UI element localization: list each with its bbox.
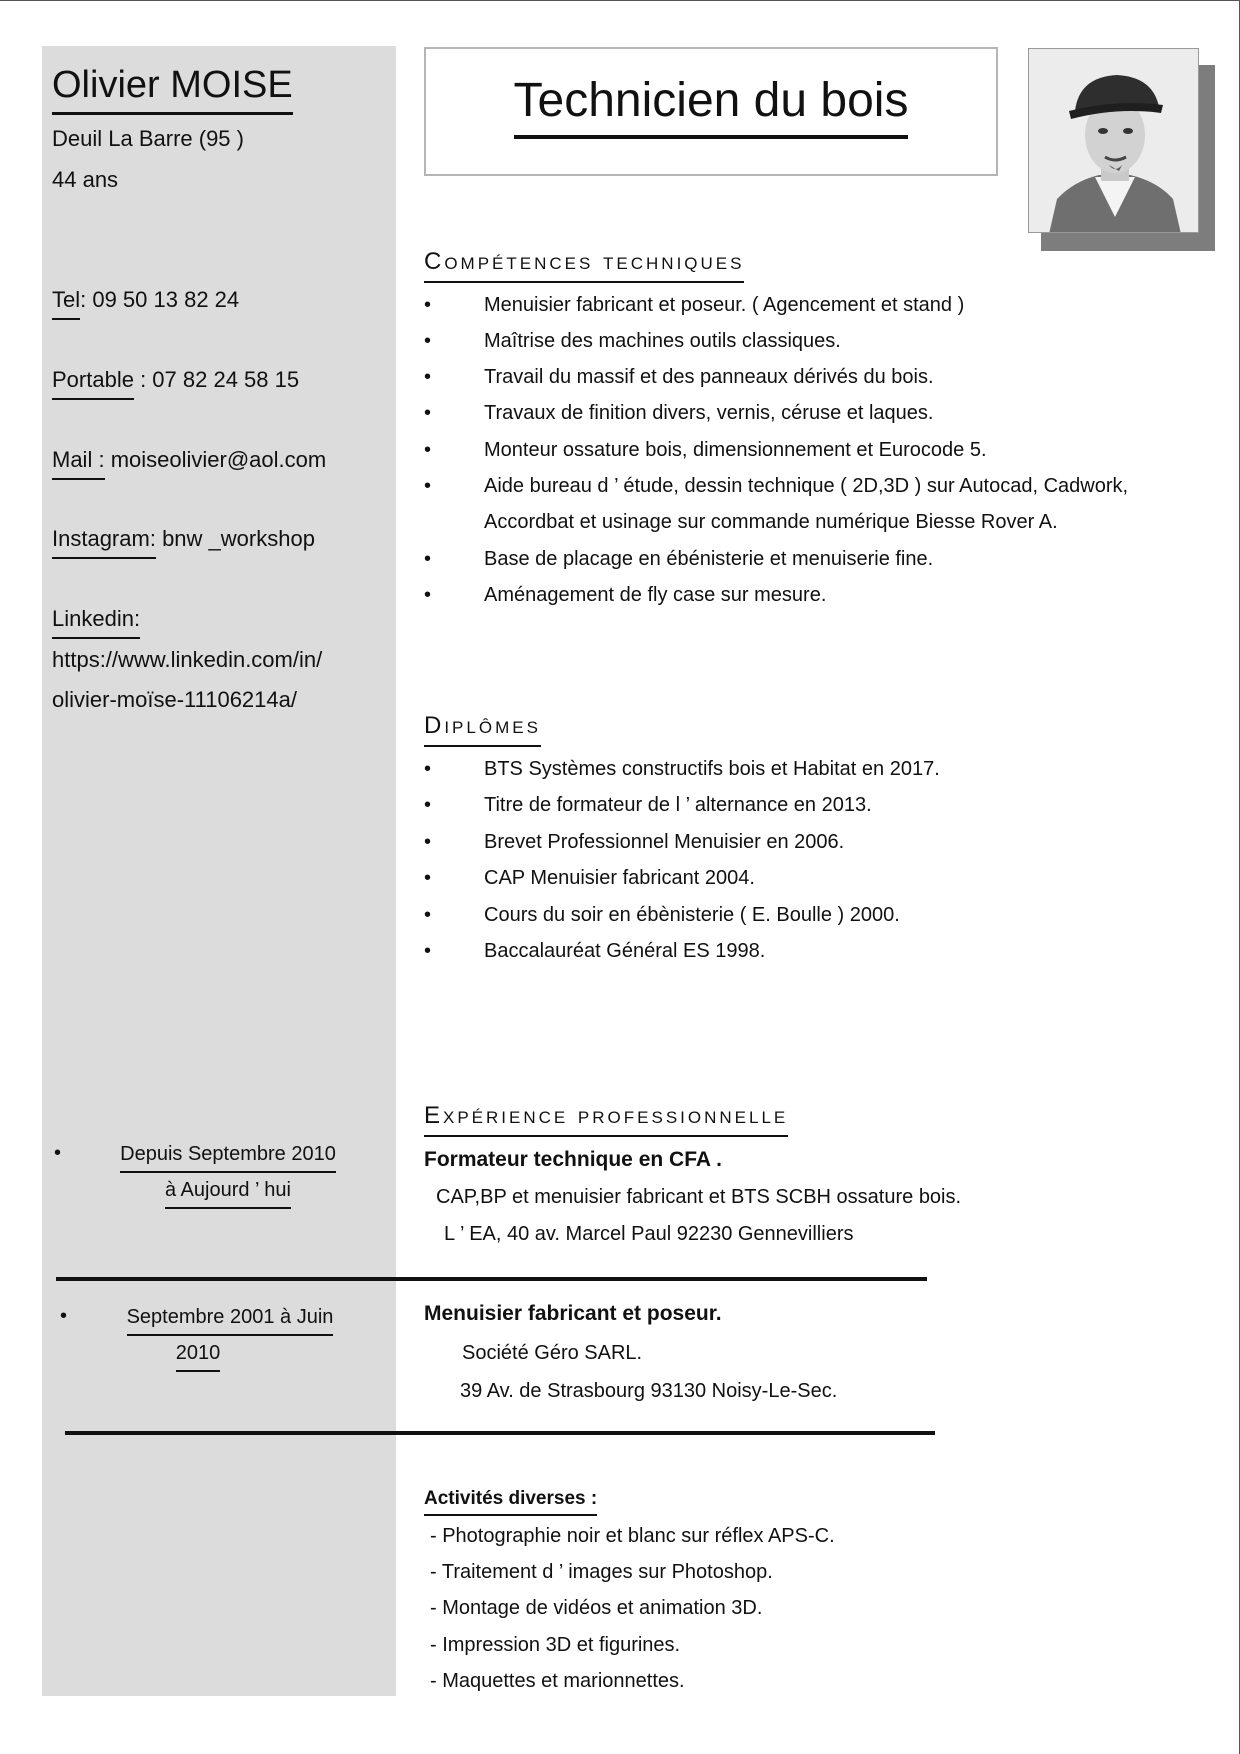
section-heading-competences: Compétences techniques [424, 247, 744, 283]
job-title-box [424, 47, 998, 176]
candidate-name: Olivier MOISE [52, 62, 293, 115]
job-title: Menuisier fabricant et poseur. [424, 1302, 722, 1325]
linkedin-url-line2[interactable]: olivier-moïse-11106214a/ [52, 687, 297, 712]
linkedin-label: Linkedin: [52, 605, 140, 639]
mail-label: Mail : [52, 446, 105, 480]
mail-value[interactable]: moiseolivier@aol.com [110, 447, 327, 472]
list-item: - Photographie noir et blanc sur réflex APS-C. [430, 1525, 835, 1547]
mobile-label: Portable [52, 366, 134, 400]
bullet-icon: • [424, 758, 432, 780]
bullet-icon: • [424, 831, 432, 853]
instagram-value[interactable]: bnw _workshop [162, 526, 315, 551]
list-item: - Impression 3D et figurines. [430, 1634, 681, 1656]
contact-tel [52, 286, 239, 320]
job-title: Technicien du bois [514, 73, 909, 139]
bullet-icon: • [424, 548, 432, 570]
bullet-icon: • [424, 794, 432, 816]
profile-photo [1028, 48, 1199, 233]
divider [65, 1431, 935, 1435]
bullet-icon: • [424, 366, 432, 388]
bullet-icon: • [424, 904, 432, 926]
divider [56, 1277, 927, 1281]
bullet-icon: • [424, 940, 432, 962]
bullet-icon: • [424, 475, 432, 497]
person-portrait-icon [1029, 49, 1199, 233]
contact-mail [52, 446, 326, 480]
list-item: - Montage de vidéos et animation 3D. [430, 1597, 763, 1619]
bullet-icon: • [424, 867, 432, 889]
contact-instagram [52, 525, 315, 559]
bullet-icon: • [424, 584, 432, 606]
bullet-icon: • [60, 1305, 68, 1327]
job-detail-line2: L ’ EA, 40 av. Marcel Paul 92230 Gennevilliers [444, 1223, 854, 1245]
instagram-label: Instagram: [52, 525, 156, 559]
mobile-value[interactable]: : 07 82 24 58 15 [140, 367, 300, 392]
tel-label: Tel [52, 286, 80, 320]
list-item: - Traitement d ’ images sur Photoshop. [430, 1561, 773, 1583]
contact-mobile [52, 366, 299, 400]
job-date-line2: à Aujourd ’ hui [110, 1177, 346, 1209]
job-date-line2: 2010 [80, 1340, 316, 1372]
list-item: - Maquettes et marionnettes. [430, 1670, 685, 1692]
job-title: Formateur technique en CFA . [424, 1148, 722, 1171]
tel-value[interactable]: : 09 50 13 82 24 [80, 287, 240, 312]
bullet-icon: • [424, 402, 432, 424]
job-detail-line1: CAP,BP et menuisier fabricant et BTS SCBH ossature bois. [436, 1186, 962, 1208]
job-date-line1: Septembre 2001 à Juin [112, 1304, 348, 1336]
section-heading-diplomes: Diplômes [424, 711, 541, 747]
job-detail-line2: 39 Av. de Strasbourg 93130 Noisy-Le-Sec. [460, 1380, 838, 1402]
bullet-icon: • [424, 439, 432, 461]
candidate-location: Deuil La Barre (95 ) [52, 126, 244, 151]
candidate-age: 44 ans [52, 167, 119, 192]
job-detail-line1: Société Géro SARL. [462, 1342, 643, 1364]
contact-linkedin [52, 605, 140, 639]
section-heading-activites: Activités diverses : [424, 1487, 597, 1516]
section-heading-experience: Expérience professionnelle [424, 1101, 788, 1137]
bullet-icon: • [54, 1142, 62, 1164]
bullet-icon: • [424, 294, 432, 316]
bullet-icon: • [424, 330, 432, 352]
job-date-line1: Depuis Septembre 2010 [110, 1141, 346, 1173]
linkedin-url-line1[interactable]: https://www.linkedin.com/in/ [52, 647, 323, 672]
